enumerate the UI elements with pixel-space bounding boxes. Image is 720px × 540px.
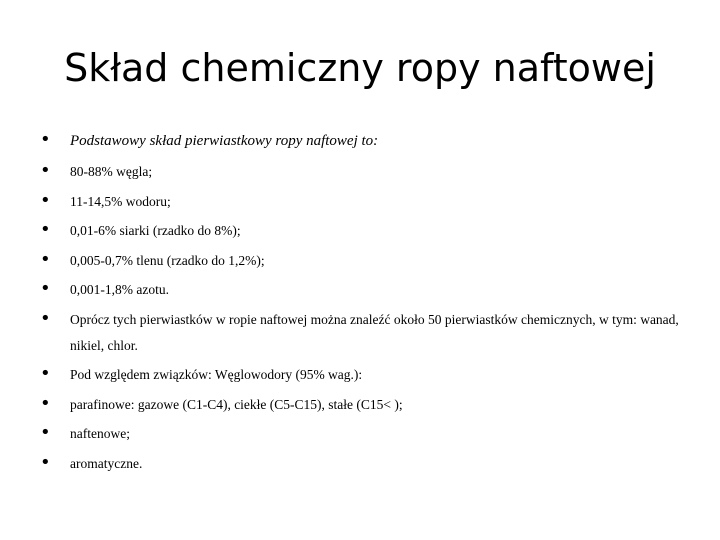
bullet-item [40,128,680,154]
bullet-text: aromatyczne. [70,455,143,471]
bullet-dot-icon: • [40,248,51,270]
bullet-item [40,451,680,477]
bullet-item [40,248,680,274]
bullet-text: 0,001-1,8% azotu. [70,282,169,297]
bullet-item [40,277,680,303]
bullet-dot-icon: • [40,160,51,181]
bullet-dot-icon: • [40,363,51,384]
bullet-item [40,218,680,244]
bullet-dot-icon: • [40,129,51,150]
bullet-dot-icon: • [40,422,51,443]
bullet-item [40,159,680,185]
bullet-item [40,189,680,215]
bullet-dot-icon: • [40,219,51,240]
bullet-text: parafinowe: gazowe (C1-C4), ciekłe (C5-C15), stałe (C15< ); [70,396,403,412]
slide-title: Skład chemiczny ropy naftowej [64,46,656,90]
bullet-item [40,362,680,388]
bullet-text: Pod względem związków: Węglowodory (95% wag.): [70,367,363,382]
bullet-text: Oprócz tych pierwiastków w ropie naftowej można znaleźć około 50 pierwiastków chemicznych, w tym: wanad, nikiel, chlor. [70,311,679,353]
bullet-item [40,392,680,418]
bullet-dot-icon: • [40,451,51,473]
bullet-dot-icon: • [40,392,51,414]
bullet-text: 80-88% węgla; [70,164,153,179]
bullet-dot-icon: • [40,307,51,329]
bullet-item [40,421,680,447]
bullet-list [40,128,680,480]
bullet-text: 11-14,5% wodoru; [70,193,171,209]
bullet-dot-icon: • [40,278,51,299]
bullet-dot-icon: • [40,189,51,211]
bullet-item [40,307,680,359]
bullet-text: Podstawowy skład pierwiastkowy ropy naftowej to: [70,133,379,149]
bullet-text: naftenowe; [70,426,130,441]
bullet-text: 0,01-6% siarki (rzadko do 8%); [70,223,241,238]
bullet-text: 0,005-0,7% tlenu (rzadko do 1,2%); [70,252,265,268]
